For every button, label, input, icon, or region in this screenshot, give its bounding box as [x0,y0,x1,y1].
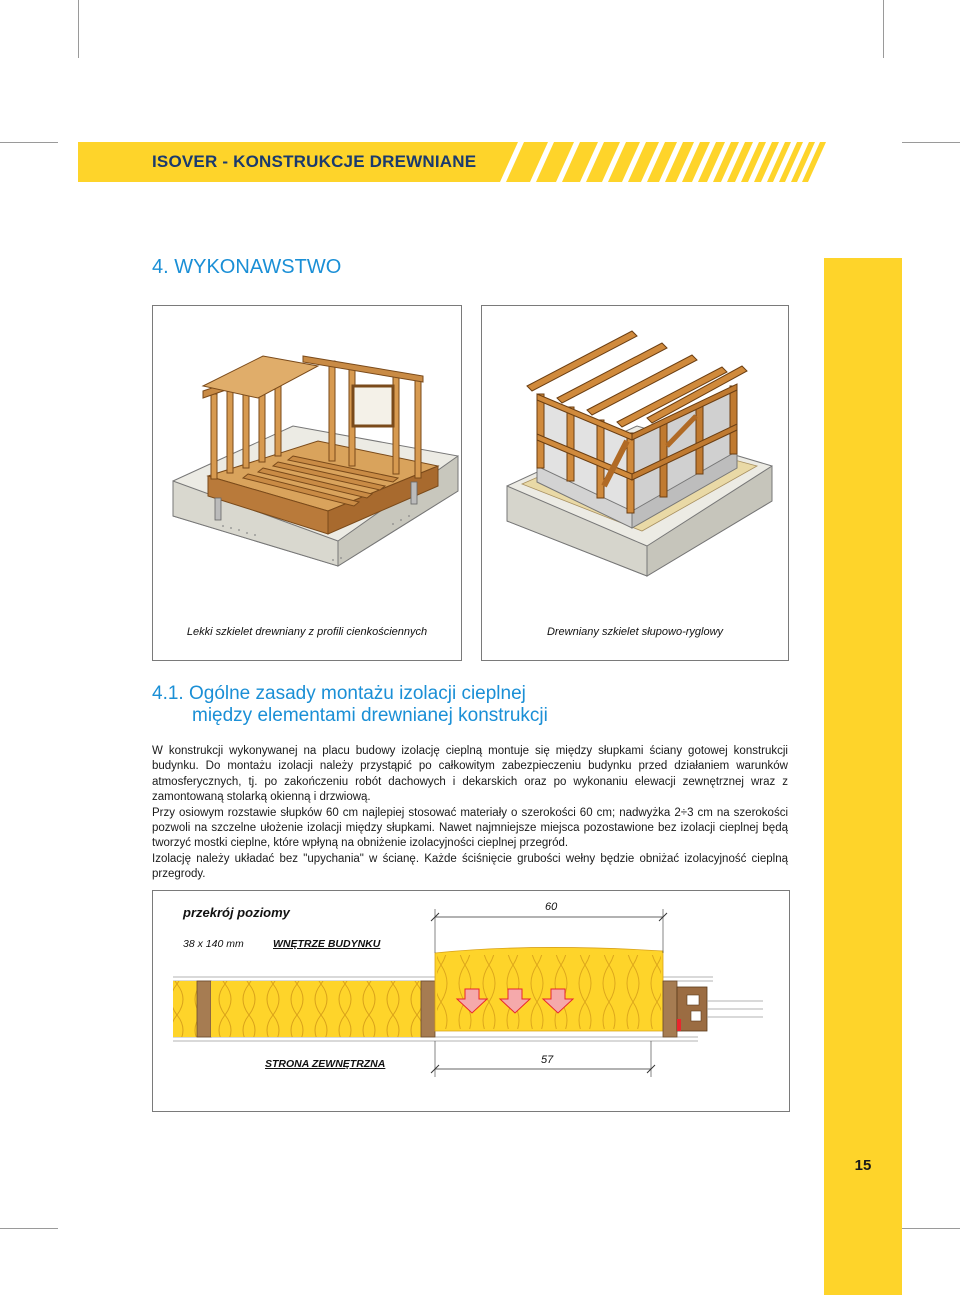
interior-label: WNĘTRZE BUDYNKU [273,938,381,950]
page-number: 15 [854,1157,872,1174]
figure-light-frame [152,305,462,661]
subsection-heading-line1: 4.1. Ogólne zasady montażu izolacji cieplnej [152,683,526,704]
crop-mark [78,0,79,58]
stud-dimension-label: 38 x 140 mm [183,938,244,950]
cross-section-diagram [152,890,790,1112]
crop-mark [902,142,960,143]
exterior-label: STRONA ZEWNĘTRZNA [265,1058,386,1070]
body-text [152,744,788,883]
subsection-heading-line2: między elementami drewnianej konstrukcji [192,705,548,726]
page-side-strip [824,258,902,1295]
paragraph: Izolację należy układać bez "upychania" w ścianę. Każde ściśnięcie grubości wełny będzie obniżać izolacyjność cieplną przegrody. [152,852,788,881]
crop-mark [0,142,58,143]
dimension-bottom-label: 57 [541,1054,554,1066]
post-beam-illustration [482,306,788,660]
figure-caption: Drewniany szkielet słupowo-ryglowy [546,626,724,638]
section-heading: 4. WYKONAWSTWO [152,256,342,278]
figure-caption: Lekki szkielet drewniany z profili cienkościennych [186,626,428,638]
paragraph: Przy osiowym rozstawie słupków 60 cm najlepiej stosować materiały o szerokości 60 cm; nadwyżka 2÷3 cm na szerokości pozwoli na szczelne ułożenie izolacji między słupkami. Nawet najmniejsze miejsca pozostawione bez izolacji cieplnej będą tworzyć mostki cieplne, które wpłyną na obniżenie izolacyjności cieplnej przegród. [152,806,788,850]
header-title: ISOVER - KONSTRUKCJE DREWNIANE [152,152,477,171]
crop-mark [902,1228,960,1229]
paragraph: W konstrukcji wykonywanej na placu budowy izolację cieplną montuje się między słupkami ściany gotowej konstrukcji budynku. Do montażu izolacji należy przystąpić po całkowitym zabezpieczeniu budynku przed działaniem warunków atmosferycznych, tj. po zakończeniu robót dachowych i dekarskich oraz po wykonaniu elewacji zewnętrznej wraz z zamontowaną stolarką okienną i drzwiową. [152,745,788,804]
subsection-heading [152,683,548,727]
crop-mark [883,0,884,58]
cross-section-drawing [153,891,789,1111]
diagram-title: przekrój poziomy [183,905,290,920]
light-frame-illustration [153,306,461,660]
figure-post-beam-frame [481,305,789,661]
dimension-top-label: 60 [545,901,558,913]
crop-mark [0,1228,58,1229]
